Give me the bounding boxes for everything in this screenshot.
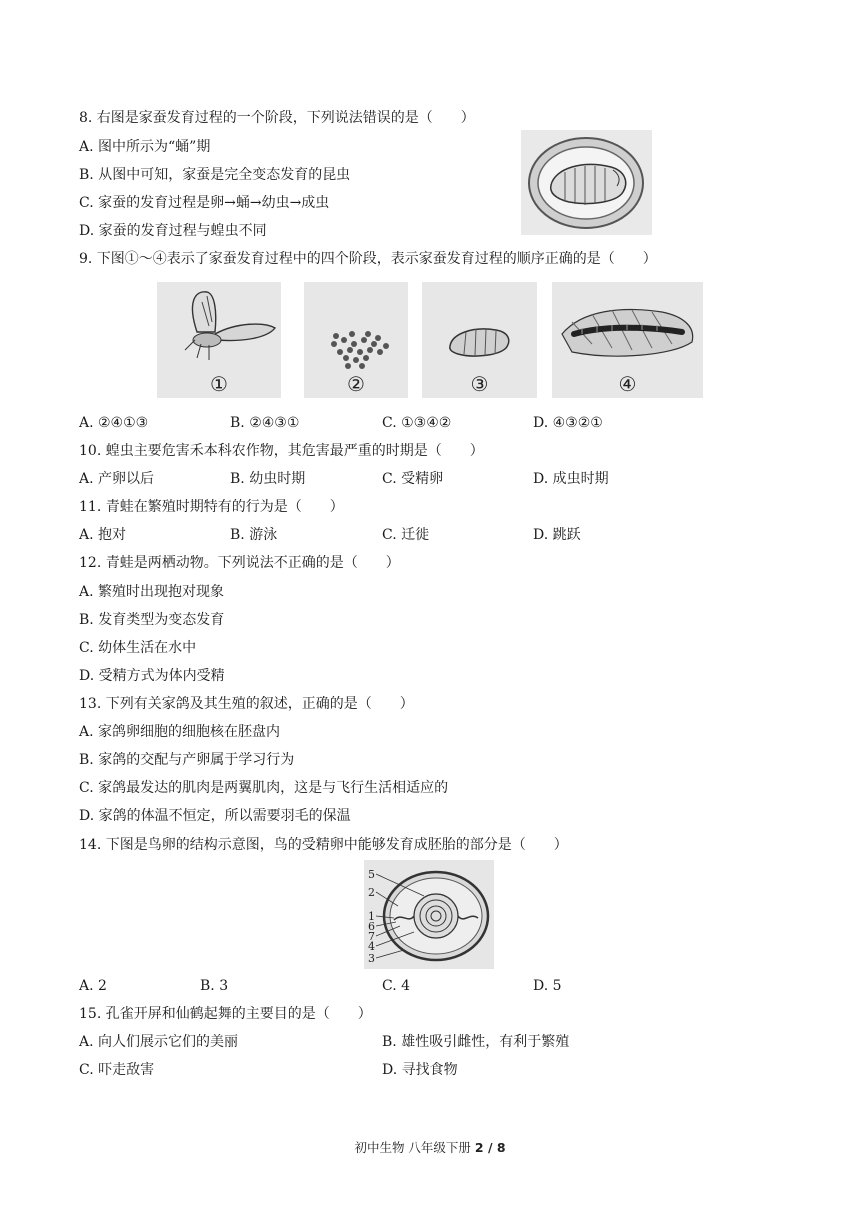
egg-label-3: 3 xyxy=(368,952,375,965)
q9-option-d: D. ④③②① xyxy=(533,415,603,431)
q13-stem: 13. 下列有关家鸽及其生殖的叙述，正确的是（ ） xyxy=(79,696,414,712)
q11-option-d: D. 跳跃 xyxy=(533,527,581,543)
q14-option-d: D. 5 xyxy=(533,978,562,994)
q12-option-d: D. 受精方式为体内受精 xyxy=(79,668,225,684)
stage-1-label: ① xyxy=(210,372,228,396)
q8-option-c: C. 家蚕的发育过程是卵→蛹→幼虫→成虫 xyxy=(79,195,330,211)
q13-option-a: A. 家鸽卵细胞的细胞核在胚盘内 xyxy=(79,724,281,740)
q10-option-d: D. 成虫时期 xyxy=(533,471,609,487)
egg-dot xyxy=(383,343,389,349)
egg-dot xyxy=(351,341,357,347)
q11-option-a: A. 抱对 xyxy=(79,527,127,543)
silkworm-pupa-figure xyxy=(521,130,652,235)
q9-stem: 9. 下图①～④表示了家蚕发育过程中的四个阶段，表示家蚕发育过程的顺序正确的是（ ） xyxy=(79,251,657,267)
q8-option-b: B. 从图中可知，家蚕是完全变态发育的昆虫 xyxy=(79,167,351,183)
q15-option-c: C. 吓走敌害 xyxy=(79,1062,155,1078)
egg-label-4: 4 xyxy=(368,940,375,953)
q9-option-a: A. ②④①③ xyxy=(79,415,149,431)
egg-label-1: 1 xyxy=(368,910,375,923)
q9-option-b: B. ②④③① xyxy=(230,415,300,431)
egg-dot xyxy=(367,347,373,353)
egg-dot xyxy=(371,341,377,347)
stage-4-label: ④ xyxy=(618,372,637,396)
stage-2-label: ② xyxy=(347,372,365,396)
stage-4-larva-image xyxy=(552,282,703,398)
stage-3-pupa-image xyxy=(422,282,537,398)
q12-option-c: C. 幼体生活在水中 xyxy=(79,640,197,656)
egg-dot xyxy=(359,363,365,369)
q15-option-d: D. 寻找食物 xyxy=(382,1062,458,1078)
q10-option-a: A. 产卵以后 xyxy=(79,471,155,487)
q13-option-c: C. 家鸽最发达的肌肉是两翼肌肉，这是与飞行生活相适应的 xyxy=(79,780,449,796)
page-number: 2 / 8 xyxy=(474,1140,506,1155)
q10-stem: 10. 蝗虫主要危害禾本科农作物，其危害最严重的时期是（ ） xyxy=(79,443,484,459)
egg-dot xyxy=(361,337,367,343)
stage-3-label: ③ xyxy=(470,372,489,396)
egg-label-5: 5 xyxy=(368,868,375,881)
q9-option-c: C. ①③④② xyxy=(382,415,452,431)
q12-option-a: A. 繁殖时出现抱对现象 xyxy=(79,584,225,600)
page-footer xyxy=(0,1138,860,1156)
q13-option-b: B. 家鸽的交配与产卵属于学习行为 xyxy=(79,752,295,768)
egg-label-6: 6 xyxy=(368,920,375,933)
egg-label-2: 2 xyxy=(368,886,375,899)
egg-dot xyxy=(363,355,369,361)
q14-option-a: A. 2 xyxy=(79,978,107,994)
egg-dot xyxy=(377,349,383,355)
footer-text: 初中生物 八年级下册 xyxy=(354,1140,475,1155)
q15-stem: 15. 孔雀开屏和仙鹤起舞的主要目的是（ ） xyxy=(79,1006,372,1022)
egg-dot xyxy=(333,333,339,339)
egg-dot xyxy=(343,355,349,361)
q14-option-c: C. 4 xyxy=(382,978,411,994)
egg-dot xyxy=(353,357,359,363)
q8-option-a: A. 图中所示为“蛹”期 xyxy=(79,139,211,155)
q12-stem: 12. 青蛙是两栖动物。下列说法不正确的是（ ） xyxy=(79,555,400,571)
egg-dot xyxy=(349,331,355,337)
egg-dot xyxy=(337,349,343,355)
q14-option-b: B. 3 xyxy=(200,978,229,994)
q11-option-c: C. 迁徙 xyxy=(382,527,430,543)
q10-option-c: C. 受精卵 xyxy=(382,471,444,487)
q13-option-d: D. 家鸽的体温不恒定，所以需要羽毛的保温 xyxy=(79,808,351,824)
q8-stem: 8. 右图是家蚕发育过程的一个阶段，下列说法错误的是（ ） xyxy=(79,110,475,126)
q14-stem: 14. 下图是鸟卵的结构示意图，鸟的受精卵中能够发育成胚胎的部分是（ ） xyxy=(79,837,568,853)
stage-2-eggs-image xyxy=(304,282,408,398)
q8-option-d: D. 家蚕的发育过程与蝗虫不同 xyxy=(79,223,267,239)
egg-dot xyxy=(331,341,337,347)
egg-dot xyxy=(357,349,363,355)
q11-option-b: B. 游泳 xyxy=(230,527,278,543)
stage-1-moth-image xyxy=(157,282,281,398)
egg-dot xyxy=(341,337,347,343)
egg-dot xyxy=(365,331,371,337)
q15-option-b: B. 雄性吸引雌性，有利于繁殖 xyxy=(382,1034,570,1050)
egg-dot xyxy=(375,335,381,341)
q11-stem: 11. 青蛙在繁殖时期特有的行为是（ ） xyxy=(79,499,344,515)
egg-dot xyxy=(347,347,353,353)
q15-option-a: A. 向人们展示它们的美丽 xyxy=(79,1034,239,1050)
q10-option-b: B. 幼虫时期 xyxy=(230,471,306,487)
egg-dot xyxy=(345,363,351,369)
bird-egg-diagram xyxy=(364,860,494,969)
q12-option-b: B. 发育类型为变态发育 xyxy=(79,612,225,628)
egg-label-7: 7 xyxy=(368,930,375,943)
